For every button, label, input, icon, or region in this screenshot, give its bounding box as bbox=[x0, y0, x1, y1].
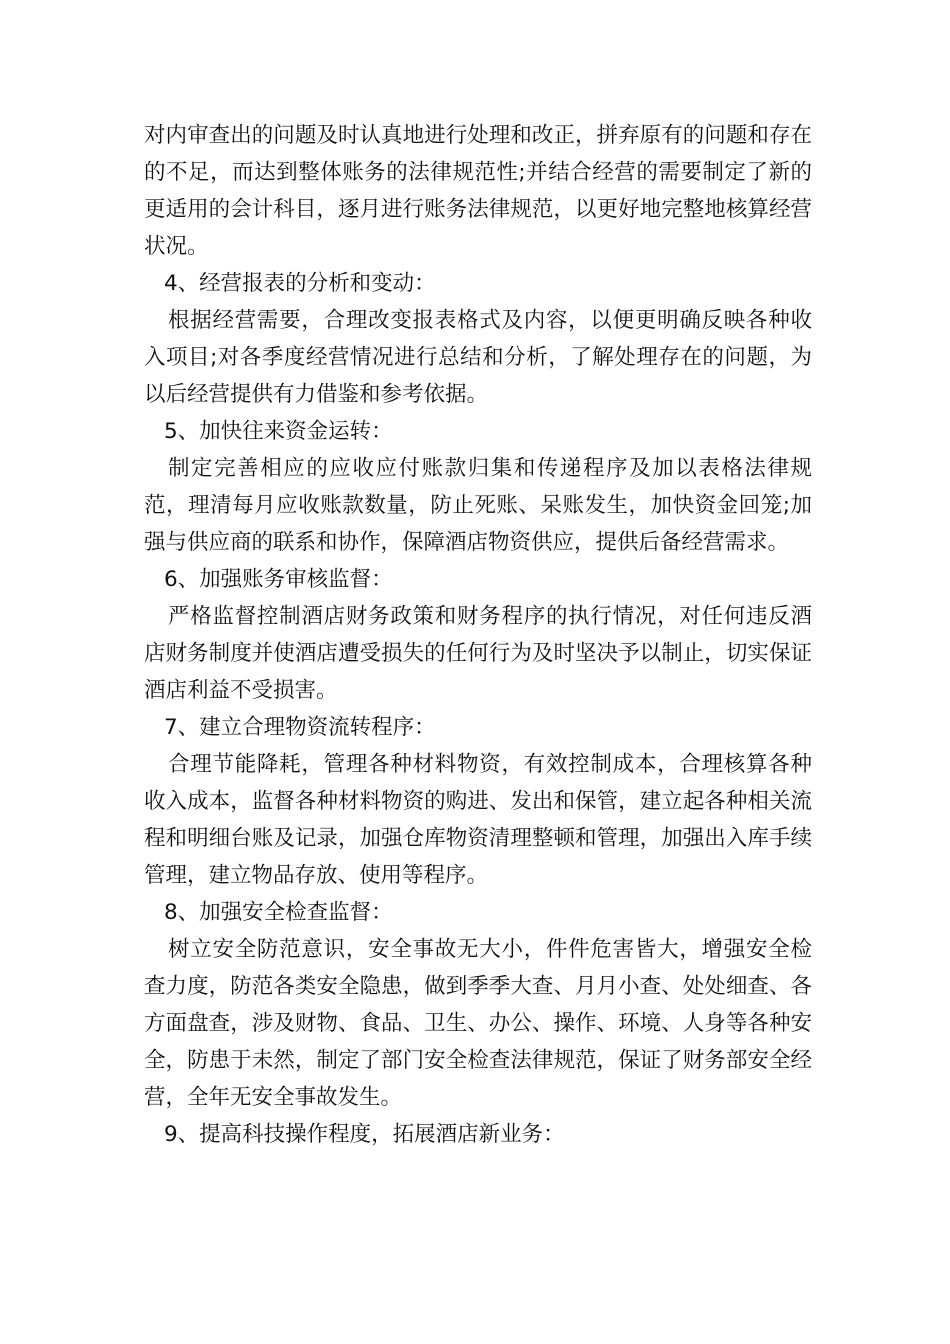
section-heading-9: 9、提高科技操作程度，拓展酒店新业务： bbox=[164, 1122, 565, 1147]
paragraph-8: 树立安全防范意识，安全事故无大小，件件危害皆大，增强安全检查力度，防范各类安全隐患，做到季季大查、月月小查、处处细查、各方面盘查，涉及财物、食品、卫生、办公、操作、环境、人身等各种安全，防患于未然，制定了部门安全检查法律规范，保证了财务部安全经营，全年无安全事故发生。 bbox=[144, 937, 812, 1110]
section-heading-4: 4、经营报表的分析和变动： bbox=[164, 271, 436, 296]
section-heading-5: 5、加快往来资金运转： bbox=[164, 419, 393, 444]
document-body bbox=[144, 117, 812, 1153]
section-heading-6: 6、加强账务审核监督： bbox=[164, 567, 393, 592]
paragraph-continued: 对内审查出的问题及时认真地进行处理和改正，拼弃原有的问题和存在的不足，而达到整体账务的法律规范性;并结合经营的需要制定了新的更适用的会计科目，逐月进行账务法律规范，以更好地完整地核算经营状况。 bbox=[144, 123, 812, 259]
paragraph-7: 合理节能降耗，管理各种材料物资，有效控制成本，合理核算各种收入成本，监督各种材料物资的购进、发出和保管，建立起各种相关流程和明细台账及记录，加强仓库物资清理整顿和管理，加强出入库手续管理，建立物品存放、使用等程序。 bbox=[144, 752, 812, 888]
section-heading-7: 7、建立合理物资流转程序： bbox=[164, 715, 436, 740]
section-heading-8: 8、加强安全检查监督： bbox=[164, 900, 393, 925]
paragraph-5: 制定完善相应的应收应付账款归集和传递程序及加以表格法律规范，理清每月应收账款数量，防止死账、呆账发生，加快资金回笼;加强与供应商的联系和协作，保障酒店物资供应，提供后备经营需求。 bbox=[144, 456, 812, 555]
paragraph-6: 严格监督控制酒店财务政策和财务程序的执行情况，对任何违反酒店财务制度并使酒店遭受损失的任何行为及时坚决予以制止，切实保证酒店利益不受损害。 bbox=[144, 604, 812, 703]
paragraph-4: 根据经营需要，合理改变报表格式及内容，以便更明确反映各种收入项目;对各季度经营情况进行总结和分析，了解处理存在的问题，为以后经营提供有力借鉴和参考依据。 bbox=[144, 308, 812, 407]
